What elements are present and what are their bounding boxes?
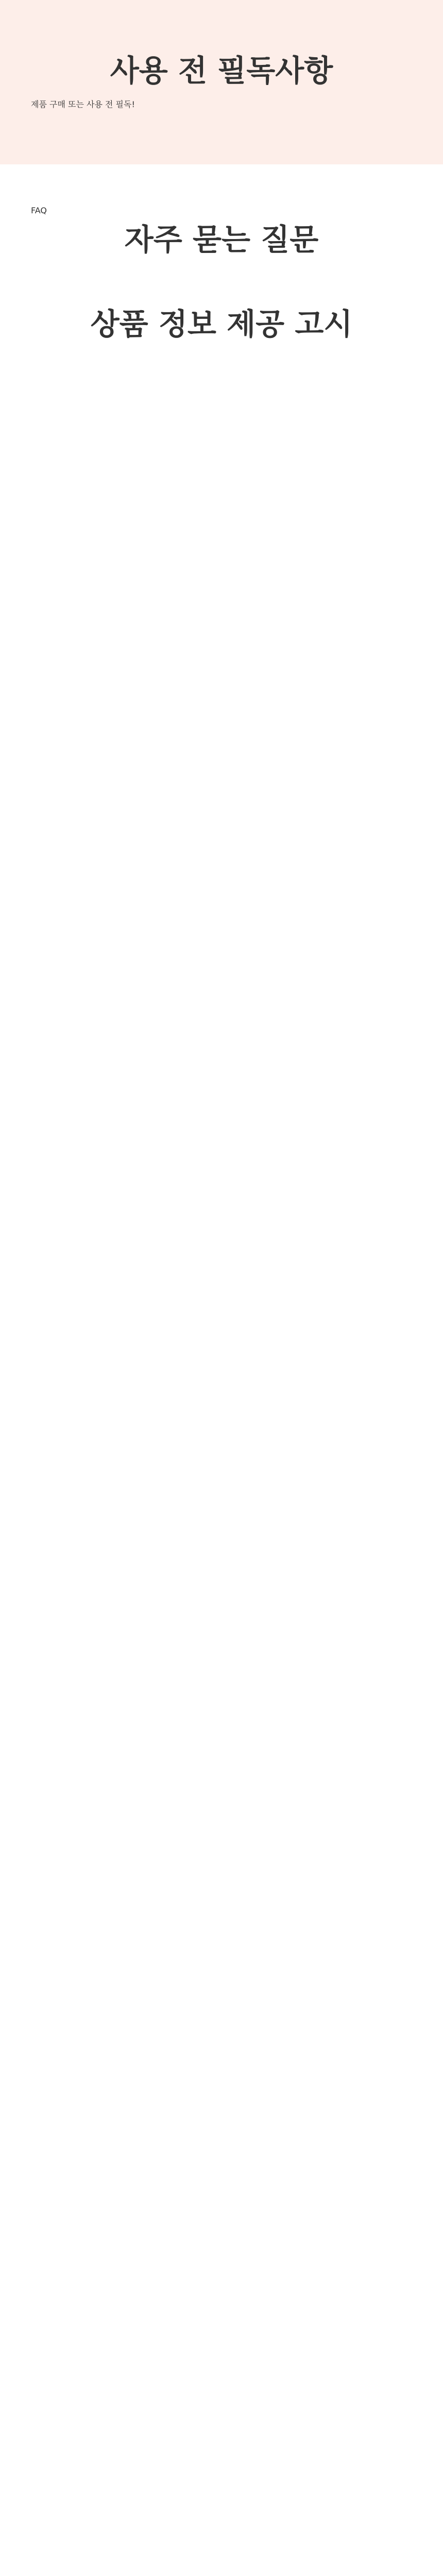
notice-subtitle: 제품 구매 또는 사용 전 필독! xyxy=(31,99,135,109)
notice-section xyxy=(0,0,443,164)
faq-title: 자주 묻는 질문 xyxy=(124,222,319,257)
notice-title: 사용 전 필독사항 xyxy=(110,53,333,88)
faq-section xyxy=(0,164,443,300)
spec-title: 상품 정보 제공 고시 xyxy=(90,307,353,342)
spec-section xyxy=(0,300,443,343)
faq-eyebrow: FAQ xyxy=(31,206,47,215)
